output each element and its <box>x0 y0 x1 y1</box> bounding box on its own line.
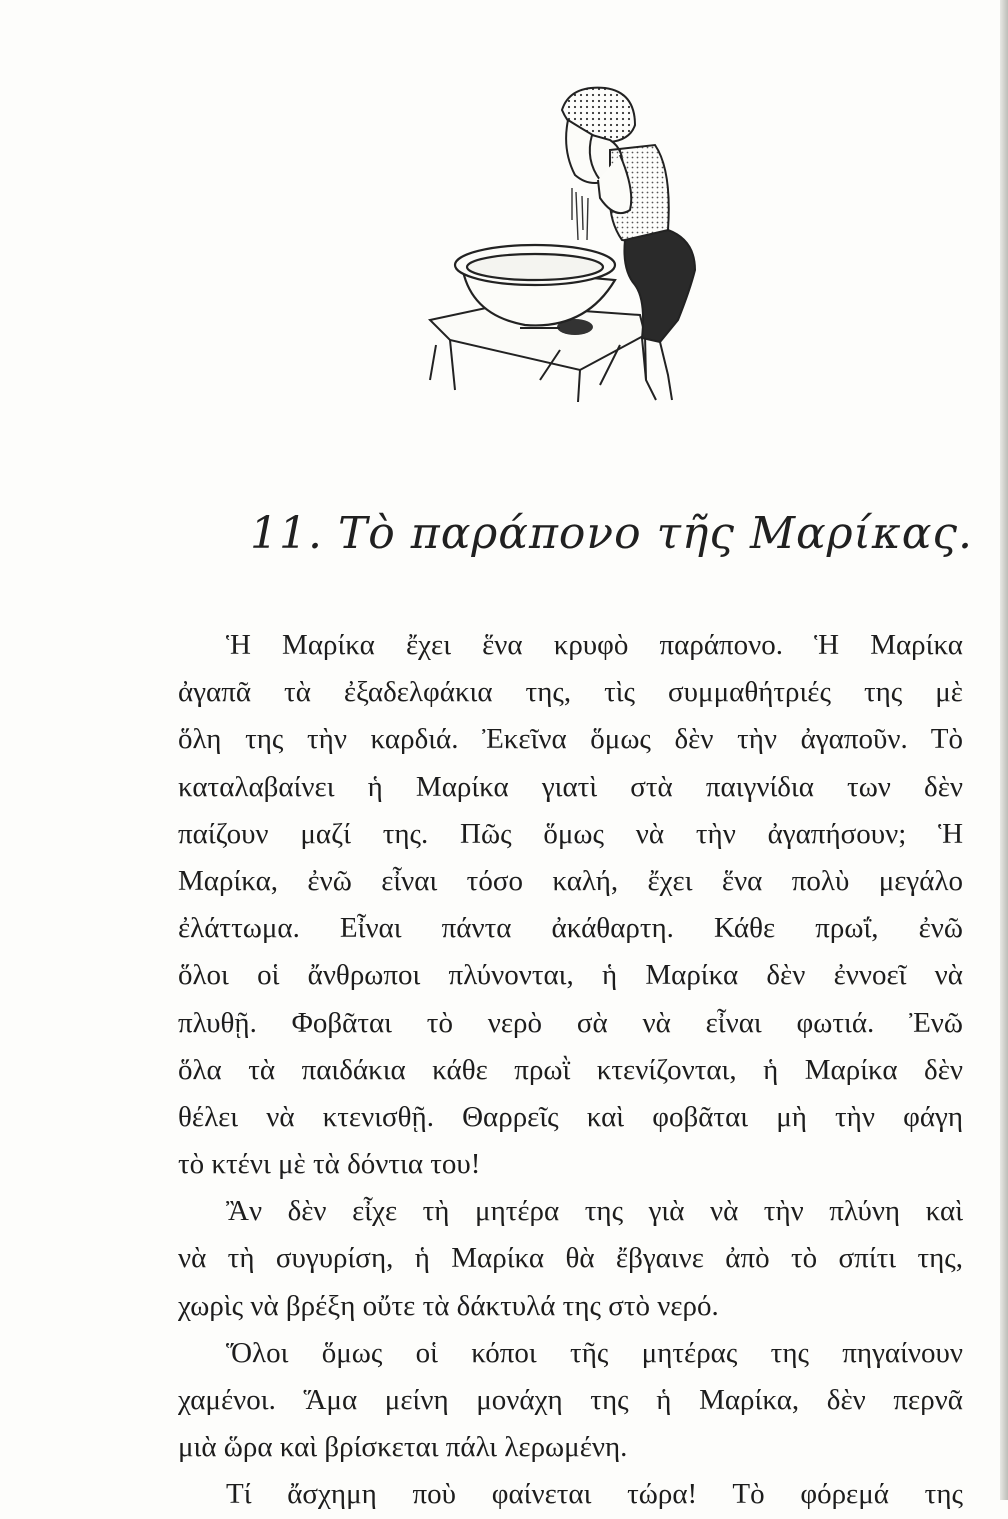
text-line: Ἂν δὲν εἶχε τὴ μητέρα της γιὰ νὰ τὴν πλύνη καὶ <box>226 1195 963 1228</box>
text-line: Ἡ Μαρίκα ἔχει ἕνα κρυφὸ παράπονο. Ἡ Μαρίκα <box>226 629 963 661</box>
text-line: χαμένοι. Ἅμα μείνη μονάχη της ἡ Μαρίκα, δὲν περνᾶ <box>178 1384 963 1416</box>
text-line: Μαρίκα, ἐνῶ εἶναι τόσο καλή, ἔχει ἕνα πολὺ μεγάλο <box>178 864 963 897</box>
text-line: τὸ κτένι μὲ τὰ δόντια του! <box>178 1148 481 1181</box>
text-line: χωρὶς νὰ βρέξη οὔτε τὰ δάκτυλά της στὸ νερό. <box>178 1289 719 1322</box>
text-line: ἀγαπᾶ τὰ ἐξαδελφάκια της, τὶς συμμαθήτριές της μὲ <box>178 676 963 709</box>
chapter-title: 11. Τὸ παράπονο τῆς Μαρίκας. <box>250 508 974 559</box>
text-line: Τί ἄσχημη ποὺ φαίνεται τώρα! Τὸ φόρεμά της <box>226 1478 963 1511</box>
illustration <box>410 80 750 410</box>
page-edge <box>1000 0 1008 1500</box>
text-line: ὅλα τὰ παιδάκια κάθε πρωῒ κτενίζονται, ἡ Μαρίκα δὲν <box>178 1053 963 1086</box>
text-line: ὅλη της τὴν καρδιά. Ἐκεῖνα ὅμως δὲν τὴν ἀγαποῦν. Τὸ <box>178 723 963 756</box>
text-line: πλυθῇ. Φοβᾶται τὸ νερὸ σὰ νὰ εἶναι φωτιά. Ἐνῶ <box>178 1006 963 1039</box>
boy-washing-face-icon <box>410 80 750 410</box>
body-text <box>178 622 963 1519</box>
text-line: παίζουν μαζί της. Πῶς ὅμως νὰ τὴν ἀγαπήσουν; Ἡ <box>178 817 963 850</box>
text-line: μιὰ ὥρα καὶ βρίσκεται πάλι λερωμένη. <box>178 1431 628 1464</box>
text-line: νὰ τὴ συγυρίση, ἡ Μαρίκα θὰ ἔβγαινε ἀπὸ τὸ σπίτι της, <box>178 1242 963 1275</box>
text-line: ὅλοι οἱ ἄνθρωποι πλύνονται, ἡ Μαρίκα δὲν ἐννοεῖ νὰ <box>178 959 963 992</box>
text-line: καταλαβαίνει ἡ Μαρίκα γιατὶ στὰ παιγνίδια των δὲν <box>178 770 963 803</box>
text-line: ἐλάττωμα. Εἶναι πάντα ἀκάθαρτη. Κάθε πρωΐ, ἐνῶ <box>178 912 963 945</box>
text-line: θέλει νὰ κτενισθῇ. Θαρρεῖς καὶ φοβᾶται μὴ τὴν φάγη <box>178 1100 963 1133</box>
text-line: Ὅλοι ὅμως οἱ κόποι τῆς μητέρας της πηγαίνουν <box>226 1336 963 1369</box>
